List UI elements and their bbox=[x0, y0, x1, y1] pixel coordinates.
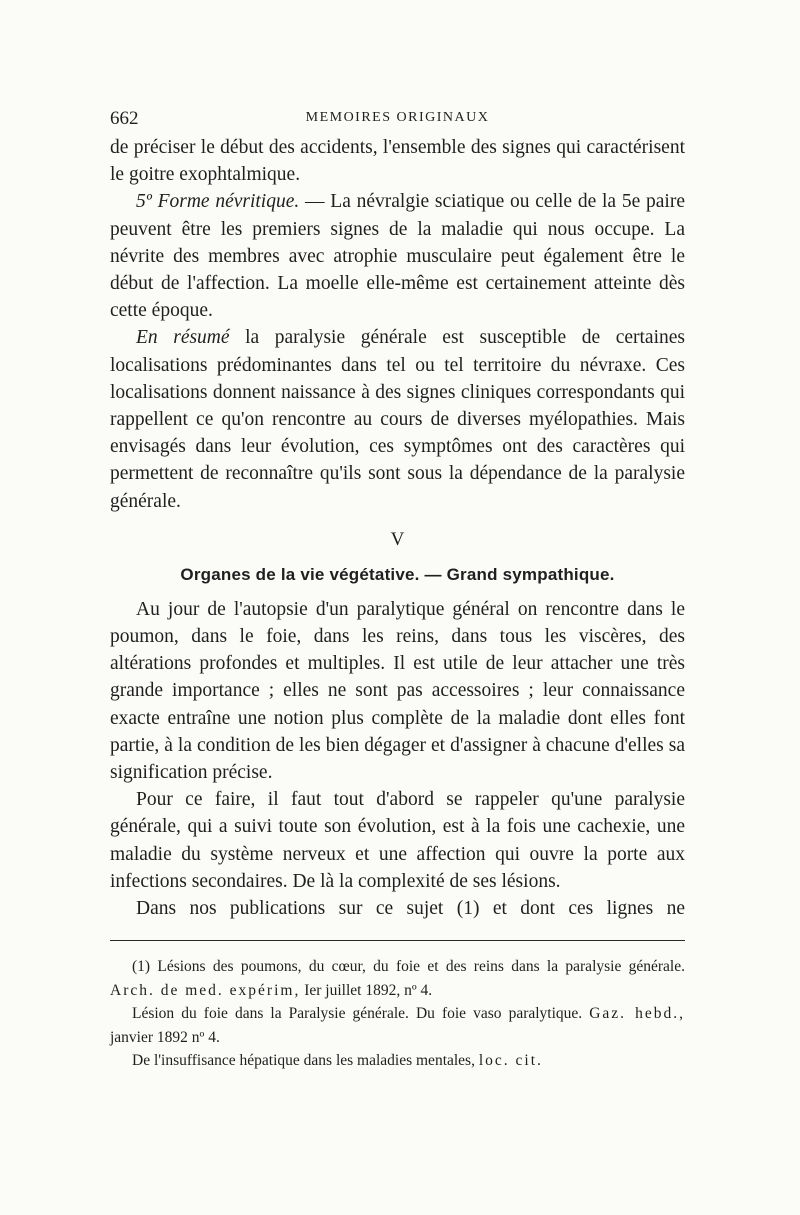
running-head bbox=[110, 108, 685, 134]
paragraph-text: la paralysie générale est susceptible de certaines localisations prédominantes dans tel ou tel territoire du névraxe. Ces localisations donnent naissance à des signes cliniques correspondants qui rappellent ce qu'on rencontre au cours de diverses myélopathies. Mais envisagés dans leur évolution, ces symptômes ont des caractères qui permettent de reconnaître qu'ils sont sous la dépendance de la paralysie générale. bbox=[110, 327, 685, 512]
paragraph-text: de préciser le début des accidents, l'ensemble des signes qui caractérisent le goitre exophtalmique. bbox=[110, 137, 685, 186]
footnote-1 bbox=[110, 955, 685, 1002]
paragraph-text: — La névralgie sciatique ou celle de la 5e paire peuvent être les premiers signes de la maladie qui nous occupe. La névrite des membres avec atrophie musculaire peut également être le début de l'affection. La moelle elle-même est certainement atteinte dès cette époque. bbox=[110, 191, 685, 322]
paragraph-text: Au jour de l'autopsie d'un paralytique général on rencontre dans le poumon, dans le foie, dans les reins, dans tous les viscères, des altérations profondes et multiples. Il est utile de leur attacher une très grande importance ; elles ne sont pas accessoires ; leur connaissance exacte entraîne une notion plus complète de la maladie dont elles font partie, à la condition de les bien dégager et d'assigner à chacune d'elles sa signification précise. bbox=[110, 598, 685, 784]
paragraph-label: En résumé bbox=[136, 327, 230, 349]
paragraph-pour-ce-faire bbox=[110, 786, 685, 895]
body-text bbox=[110, 134, 685, 922]
page-number: 662 bbox=[110, 108, 139, 129]
running-title: MEMOIRES ORIGINAUX bbox=[305, 110, 490, 125]
document-page bbox=[110, 108, 685, 1073]
section-numeral: V bbox=[390, 528, 405, 550]
footnote-ref: Ier juillet 1892, nº 4. bbox=[300, 981, 433, 999]
paragraph-label: 5º Forme névritique. bbox=[136, 191, 300, 213]
paragraph-text: Pour ce faire, il faut tout d'abord se rappeler qu'une paralysie générale, qui a suivi toute son évolution, est à la fois une cachexie, une maladie du système nerveux et une affection qui ouvre la porte aux infections secondaires. De là la complexité de ses lésions. bbox=[110, 789, 685, 892]
footnote-text: (1) Lésions des poumons, du cœur, du foie et des reins dans la paralysie générale. bbox=[132, 958, 685, 976]
paragraph-resume bbox=[110, 324, 685, 514]
paragraph-publications bbox=[110, 895, 685, 922]
footnote-text: Lésion du foie dans la Paralysie générale. Du foie vaso paralytique. bbox=[132, 1005, 590, 1023]
footnote-text: De l'insuffisance hépatique dans les maladies mentales, bbox=[132, 1052, 479, 1070]
footnote-journal: Arch. de med. expérim, bbox=[110, 981, 301, 999]
footnote-ref: loc. cit. bbox=[478, 1052, 543, 1070]
section-heading: Organes de la vie végétative. — Grand sympathique. bbox=[180, 564, 615, 584]
paragraph-forme-nevritique bbox=[110, 188, 685, 324]
footnote-journal: Gaz. hebd., bbox=[589, 1005, 685, 1023]
paragraph-autopsie bbox=[110, 596, 685, 786]
footnotes bbox=[110, 955, 685, 1073]
paragraph-text: Dans nos publications sur ce sujet (1) et dont ces lignes ne bbox=[136, 898, 685, 920]
footnote-divider bbox=[110, 940, 685, 941]
footnote-2 bbox=[110, 1002, 685, 1049]
paragraph-continuation bbox=[110, 134, 685, 188]
footnote-ref: janvier 1892 nº 4. bbox=[110, 1028, 220, 1046]
footnote-3 bbox=[110, 1049, 685, 1073]
